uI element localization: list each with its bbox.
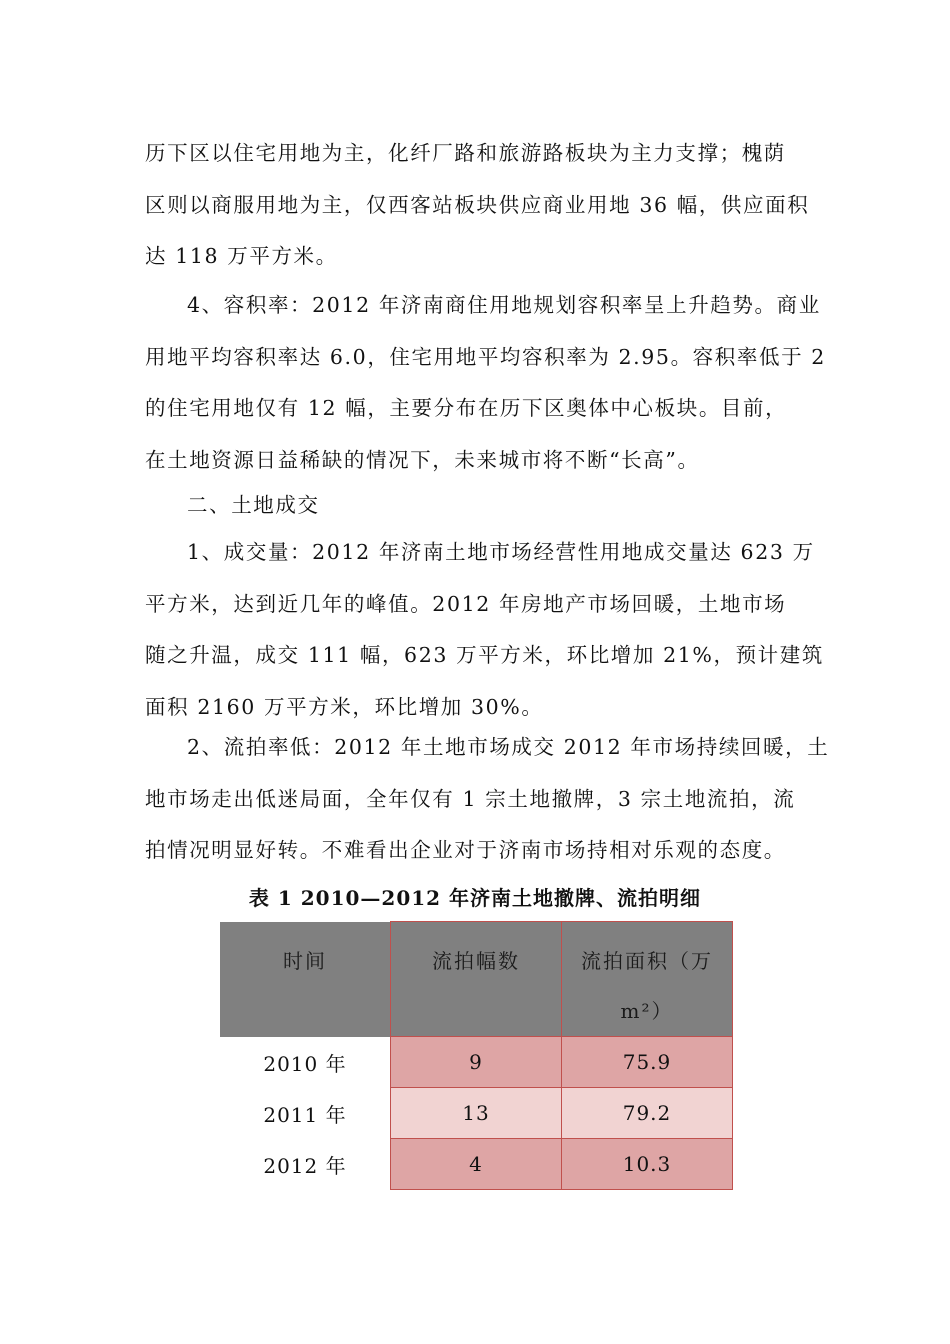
section-heading	[145, 480, 810, 532]
text-line: 达 118 万平方米。	[145, 244, 338, 268]
text-line: 2、流拍率低：2012 年土地市场成交 2012 年市场持续回暖，土	[187, 735, 830, 759]
text-line: 历下区以住宅用地为主，化纤厂路和旅游路板块为主力支撑；槐荫	[145, 141, 786, 165]
header-count: 流拍幅数	[391, 922, 562, 1037]
text-line: 用地平均容积率达 6.0，住宅用地平均容积率为 2.95。容积率低于 2	[145, 344, 826, 369]
cell-count: 9	[391, 1037, 562, 1088]
cell-count: 13	[391, 1088, 562, 1139]
table-row	[220, 1088, 733, 1139]
cell-year: 2011 年	[220, 1088, 391, 1139]
header-area-line1: 流拍面积（万	[581, 949, 713, 973]
cell-year: 2012 年	[220, 1139, 391, 1190]
header-area-line2: m²）	[620, 999, 674, 1023]
cell-area: 75.9	[562, 1037, 733, 1088]
paragraph-land-supply	[145, 128, 810, 283]
paragraph-failed-auction	[145, 722, 830, 877]
text-line: 的住宅用地仅有 12 幅，主要分布在历下区奥体中心板块。目前，	[145, 396, 788, 420]
text-line: 地市场走出低迷局面，全年仅有 1 宗土地撤牌，3 宗土地流拍，流	[145, 786, 796, 811]
table-caption: 表 1 2010—2012 年济南土地撤牌、流拍明细	[248, 886, 702, 910]
table-header-row	[220, 922, 733, 1037]
section-heading-text: 二、土地成交	[187, 493, 320, 517]
cell-count: 4	[391, 1139, 562, 1190]
text-line: 拍情况明显好转。不难看出企业对于济南市场持相对乐观的态度。	[145, 838, 786, 862]
cell-year: 2010 年	[220, 1037, 391, 1088]
cell-area: 10.3	[562, 1139, 733, 1190]
text-line: 1、成交量：2012 年济南土地市场经营性用地成交量达 623 万	[187, 540, 815, 564]
cell-area: 79.2	[562, 1088, 733, 1139]
text-line: 随之升温，成交 111 幅，623 万平方米，环比增加 21%，预计建筑	[145, 643, 824, 667]
paragraph-plot-ratio	[145, 280, 826, 486]
text-line: 在土地资源日益稀缺的情况下，未来城市将不断“长高”。	[145, 447, 700, 472]
table-row	[220, 1139, 733, 1190]
text-line: 平方米，达到近几年的峰值。2012 年房地产市场回暖，土地市场	[145, 591, 787, 616]
paragraph-transaction-volume	[145, 527, 824, 733]
failed-auction-table	[220, 921, 733, 1190]
text-line: 区则以商服用地为主，仅西客站板块供应商业用地 36 幅，供应面积	[145, 192, 810, 217]
header-time: 时间	[220, 922, 391, 1037]
table-row	[220, 1037, 733, 1088]
text-line: 面积 2160 万平方米，环比增加 30%。	[145, 694, 544, 719]
header-area	[562, 922, 733, 1037]
text-line: 4、容积率：2012 年济南商住用地规划容积率呈上升趋势。商业	[187, 293, 821, 317]
